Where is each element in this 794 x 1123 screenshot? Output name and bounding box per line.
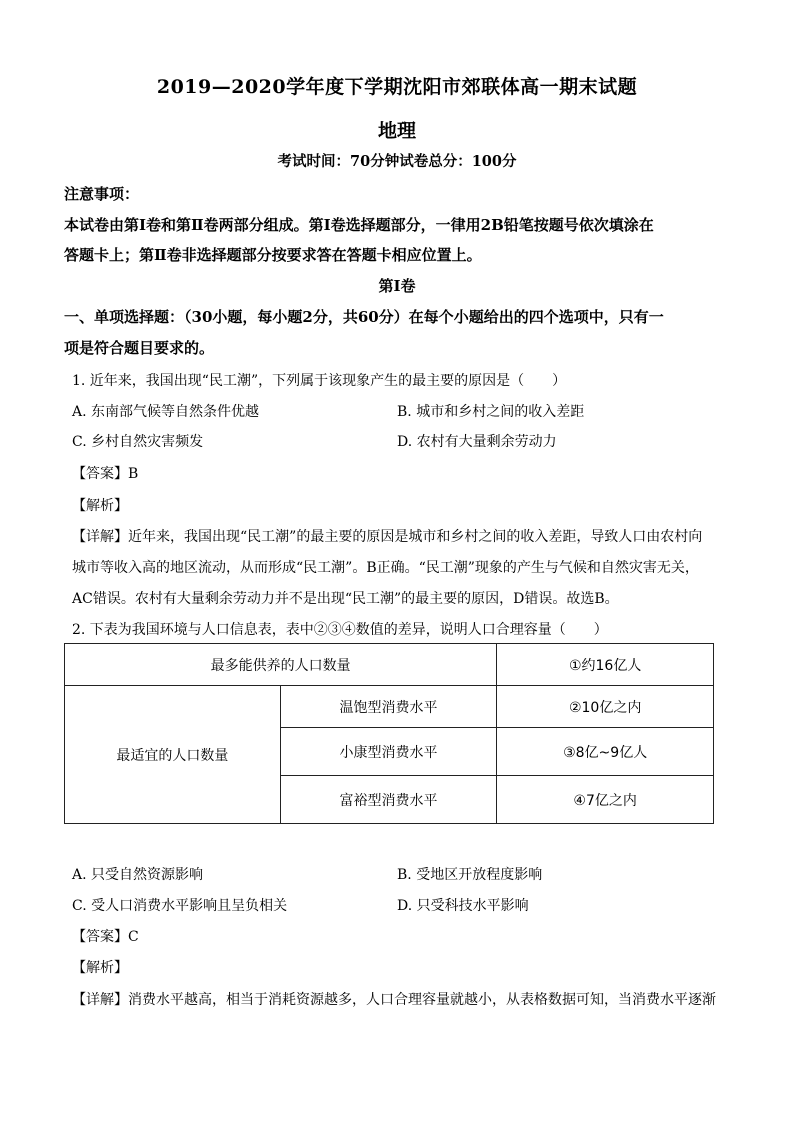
q1-detail-line-2: 城市等收入高的地区流动，从而形成“民工潮”。B正确。“民工潮”现象的产生与气候和自然灾害无关， [72,560,699,576]
table-row [65,644,714,686]
q2-detail-line-1 [72,989,716,1009]
q1-option-a: A. 东南部气候等自然条件优越 [72,404,260,420]
q1-analysis-label: 【解析】 [72,498,128,514]
notice-heading: 注意事项： [64,185,140,203]
q1-detail-label: 【详解】 [72,529,128,545]
notice-line-1: 本试卷由第Ⅰ卷和第Ⅱ卷两部分组成。第Ⅰ卷选择题部分，一律用2B铅笔按题号依次填涂在 [64,216,654,234]
q1-detail-line-1 [72,526,702,546]
section-heading-line-1: 一、单项选择题：（30小题，每小题2分，共60分）在每个小题给出的四个选项中，只有一 [64,308,664,326]
q1-option-d: D. 农村有大量剩余劳动力 [397,434,557,450]
q1-answer-value: B [128,466,139,482]
table-cell-level: 温饱型消费水平 [280,686,497,728]
q1-answer [72,463,138,483]
population-info-table [64,643,714,824]
q2-option-d: D. 只受科技水平影响 [397,898,529,914]
table-cell-level: 富裕型消费水平 [280,776,497,824]
table-cell-group-label: 最适宜的人口数量 [65,686,281,824]
table-cell-value: ③8亿~9亿人 [497,728,714,776]
q1-answer-label: 【答案】 [72,466,128,482]
part-one-label: 第Ⅰ卷 [378,277,416,295]
q2-option-c: C. 受人口消费水平影响且呈负相关 [72,898,288,914]
q2-answer-label: 【答案】 [72,929,128,945]
table-cell-value: ④7亿之内 [497,776,714,824]
q2-detail-text-1: 消费水平越高，相当于消耗资源越多，人口合理容量就越小，从表格数据可知，当消费水平逐渐 [128,992,716,1008]
q2-answer-value: C [128,929,139,945]
q1-detail-line-3: AC错误。农村有大量剩余劳动力并不是出现“民工潮”的最主要的原因，D错误。故选B。 [72,591,619,607]
q2-option-a: A. 只受自然资源影响 [72,867,204,883]
q2-analysis-label: 【解析】 [72,960,128,976]
notice-line-2: 答题卡上；第Ⅱ卷非选择题部分按要求答在答题卡相应位置上。 [64,246,482,264]
q2-answer [72,926,139,946]
table-cell-value: ②10亿之内 [497,686,714,728]
table-cell-max-value: ①约16亿人 [497,644,714,686]
exam-title: 2019—2020学年度下学期沈阳市郊联体高一期末试题 [156,76,638,98]
table-cell-max-label: 最多能供养的人口数量 [65,644,497,686]
q1-option-c: C. 乡村自然灾害频发 [72,434,204,450]
subject-title: 地理 [377,120,416,142]
table-row [65,686,714,728]
q1-option-b: B. 城市和乡村之间的收入差距 [397,404,585,420]
exam-info: 考试时间：70分钟试卷总分：100分 [277,153,517,170]
q2-stem: 2. 下表为我国环境与人口信息表，表中②③④数值的差异，说明人口合理容量（ ） [72,622,608,638]
q2-option-b: B. 受地区开放程度影响 [397,867,543,883]
q1-stem: 1. 近年来，我国出现“民工潮”，下列属于该现象产生的最主要的原因是（ ） [72,373,567,389]
q1-detail-text-1: 近年来，我国出现“民工潮”的最主要的原因是城市和乡村之间的收入差距，导致人口由农村向 [128,529,703,545]
table-cell-level: 小康型消费水平 [280,728,497,776]
section-heading-line-2: 项是符合题目要求的。 [64,339,215,357]
q2-detail-label: 【详解】 [72,992,128,1008]
